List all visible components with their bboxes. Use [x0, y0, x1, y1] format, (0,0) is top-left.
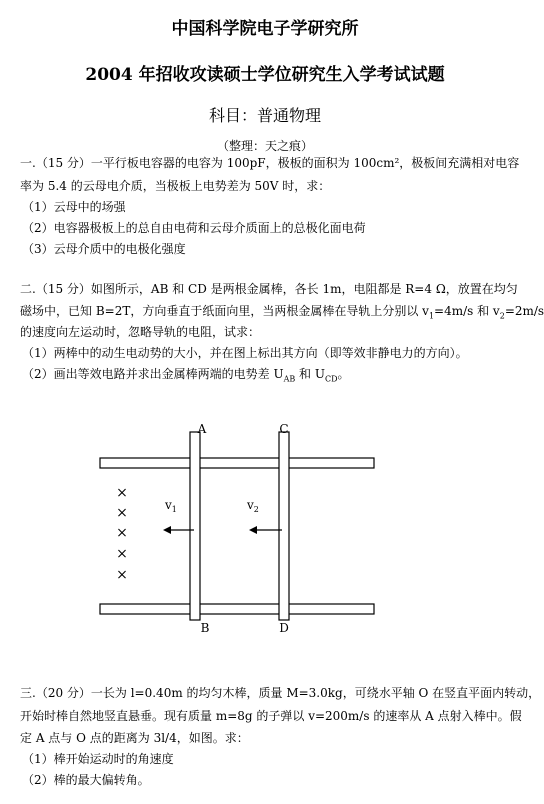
- exam-title: 2004 年招收攻读硕士学位研究生入学考试试题: [85, 65, 445, 85]
- q1-part-1: （1）云母中的场强: [22, 200, 126, 214]
- field-mark: ×: [116, 546, 128, 562]
- rod-ab: [190, 432, 200, 620]
- q3-part-2: （2）棒的最大偏转角。: [22, 773, 150, 787]
- q1-part-2: （2）电容器极板上的总自由电荷和云母介质面上的总极化面电荷: [22, 221, 366, 235]
- compiler-note: （整理：天之痕）: [216, 139, 313, 153]
- q3-part-1: （1）棒开始运动时的角速度: [22, 752, 174, 766]
- rod-cd: [279, 432, 289, 620]
- q3-line-2: 开始时棒自然地竖直悬垂。现有质量 m=8g 的子弹以 v=200m/s 的速率从 A 点射入棒中。假: [20, 709, 522, 723]
- q2-line-1: 二.（15 分）如图所示，AB 和 CD 是两根金属棒，各长 1m，电阻都是 R=4 Ω，放置在均匀: [20, 282, 518, 296]
- label-b: B: [200, 621, 210, 635]
- q1-line-2: 率为 5.4 的云母电介质，当极板上电势差为 50V 时，求：: [20, 179, 331, 193]
- q2-line-2: 磁场中，已知 B=2T，方向垂直于纸面向里，当两根金属棒在导轨上分别以 $v_1=4m/s$ 和 $v_2=2m/s$: [20, 304, 544, 321]
- field-mark: ×: [116, 525, 128, 541]
- label-a: A: [197, 422, 207, 436]
- field-mark: ×: [116, 485, 128, 501]
- v1-arrow: [163, 526, 194, 534]
- institute-title: 中国科学院电子学研究所: [171, 19, 359, 39]
- v2-label: $v_2$: [247, 498, 259, 514]
- q3-line-1: 三.（20 分）一长为 l=0.40m 的均匀木棒，质量 M=3.0kg，可绕水平轴 O 在竖直平面内转动，: [20, 686, 541, 700]
- bottom-rail: [100, 604, 374, 614]
- q2-part-2: （2）画出等效电路并求出金属棒两端的电势差 $U_{AB}$ 和 $U_{CD}$。: [22, 367, 350, 384]
- top-rail: [100, 458, 374, 468]
- q3-line-3: 定 A 点与 O 点的距离为 3l/4，如图。求：: [20, 731, 249, 745]
- field-mark: ×: [116, 505, 128, 521]
- field-mark: ×: [116, 567, 128, 583]
- q2-part-1: （1）两棒中的动生电动势的大小，并在图上标出其方向（即等效非静电力的方向）。: [22, 346, 468, 360]
- v1-label: $v_1$: [165, 498, 177, 514]
- subject-line: 科目：普通物理: [208, 106, 321, 125]
- q2-line-3: 的速度向左运动时，忽略导轨的电阻，试求：: [20, 325, 261, 339]
- q1-line-1: 一.（15 分）一平行板电容器的电容为 100pF，极板的面积为 100cm²，极板间充满相对电容: [20, 156, 520, 170]
- label-c: C: [279, 422, 289, 436]
- label-d: D: [279, 621, 289, 635]
- q1-part-3: （3）云母介质中的电极化强度: [22, 242, 186, 256]
- v2-arrow: [249, 526, 282, 534]
